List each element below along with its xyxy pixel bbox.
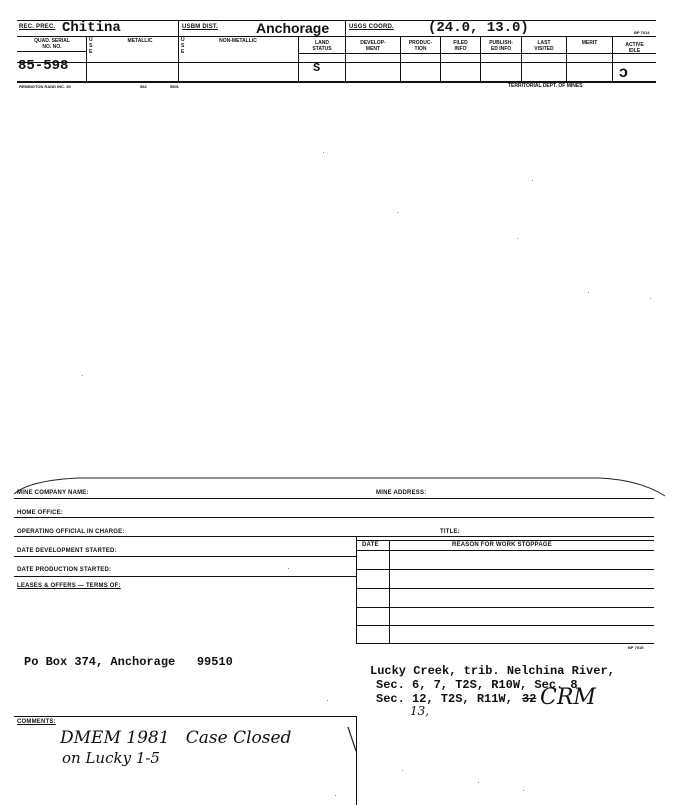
card-edge-curve [0, 470, 678, 500]
location-initials: CRM [540, 685, 596, 710]
active-idle-mark: ɔ [619, 64, 628, 81]
use-label-non-metallic: U S E [181, 37, 185, 55]
development-label: DEVELOP- MENT [360, 40, 386, 52]
last-visited-label: LAST VISITED [534, 40, 554, 52]
printer-line: REMINGTON RAND INC. 30 [19, 84, 71, 89]
published-info-label: PUBLISH- ED INFO [489, 40, 513, 52]
comments-pen-mark [346, 725, 360, 755]
merit-label: MERIT [581, 40, 598, 46]
location-line-4: 13, [410, 704, 430, 718]
location-line-1: Lucky Creek, trib. Nelchina River, [370, 664, 615, 678]
usbm-dist-value: Anchorage [256, 20, 330, 36]
rec-prec-value: Chitina [62, 20, 121, 36]
form-code-top: BP 7014 [634, 30, 650, 35]
title-label: TITLE: [440, 529, 460, 535]
dept-label: TERRITORIAL DEPT. OF MINES [508, 83, 583, 89]
date-prod-started-label: DATE PRODUCTION STARTED: [17, 567, 112, 573]
quad-serial-value: 85-598 [18, 58, 69, 74]
usbm-dist-label: USBM DIST. [182, 24, 219, 30]
location-struck: 32 [522, 692, 537, 706]
leases-label: LEASES & OFFERS — TERMS OF: [17, 583, 121, 589]
mine-address-label: MINE ADDRESS: [376, 490, 427, 496]
quad-serial-label: QUAD. SERIAL NO. NO. [34, 38, 70, 50]
home-office-label: HOME OFFICE: [17, 510, 64, 516]
production-label: PRODUC- TION [408, 40, 433, 52]
filed-info-label: FILED INFO [453, 40, 468, 52]
date-dev-started-label: DATE DEVELOPMENT STARTED: [17, 548, 117, 554]
form-code-bottom: BP 7015 [628, 645, 644, 650]
address-typed: Po Box 374, Anchorage 99510 [24, 655, 233, 669]
printer-code-1: 582 [140, 84, 147, 89]
usgs-coord-label: USGS COORD. [349, 24, 394, 30]
mine-company-name-label: MINE COMPANY NAME: [17, 490, 89, 496]
metallic-label: METALLIC [127, 38, 153, 44]
land-status-label: LAND STATUS [312, 40, 332, 52]
non-metallic-label: NON-METALLIC [219, 38, 257, 44]
operating-official-label: OPERATING OFFICIAL IN CHARGE: [17, 529, 125, 535]
location-line-2: Sec. 6, 7, T2S, R10W, Sec. 8 [376, 678, 578, 692]
usgs-coord-value: (24.0, 13.0) [428, 20, 529, 36]
use-label-metallic: U S E [89, 37, 93, 55]
reason-col-label: REASON FOR WORK STOPPAGE [452, 542, 552, 548]
comments-hand-2: on Lucky 1-5 [62, 749, 160, 767]
active-idle-label: ACTIVE IDLE [625, 42, 644, 54]
printer-code-2: 5801 [170, 84, 179, 89]
date-col-label: DATE [362, 542, 379, 548]
comments-label: COMMENTS: [17, 719, 56, 725]
location-line-3: Sec. 12, T2S, R11W, [376, 692, 513, 706]
rec-prec-label: REC. PREC. [19, 24, 56, 30]
land-status-value: S [313, 61, 321, 75]
comments-hand-1: DMEM 1981 Case Closed [60, 728, 292, 748]
